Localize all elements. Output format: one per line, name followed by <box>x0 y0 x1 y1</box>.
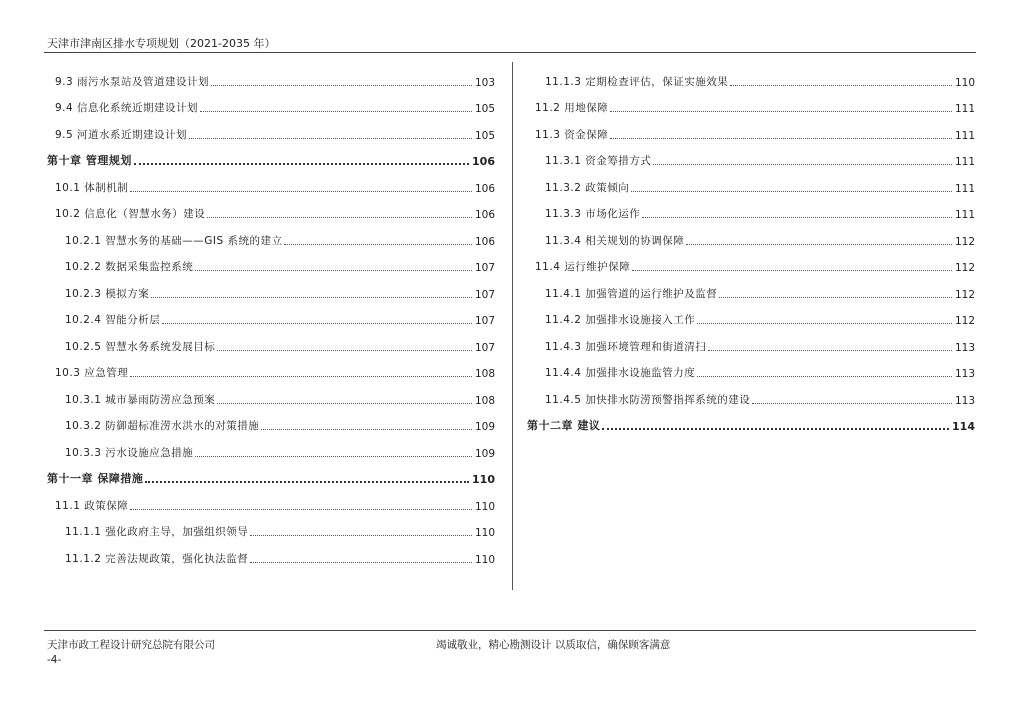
toc-entry-label: 10.2.4 智能分析层 <box>65 314 161 326</box>
toc-entry-label: 10.2 信息化（智慧水务）建设 <box>55 208 206 220</box>
toc-leader-dots <box>200 111 472 112</box>
toc-entry-label: 11.3 资金保障 <box>535 128 609 141</box>
toc-entry-page: 114 <box>952 420 975 433</box>
toc-leader-dots <box>686 244 952 245</box>
toc-entry-page: 107 <box>474 315 495 327</box>
toc-entry-page: 112 <box>954 262 975 274</box>
toc-leader-dots <box>653 164 952 165</box>
toc-entry-label: 10.3.3 污水设施应急措施 <box>65 446 194 459</box>
toc-entry-page: 111 <box>954 209 975 221</box>
toc-entry-label: 10.3.2 防御超标准涝水洪水的对策措施 <box>65 420 260 432</box>
toc-entry-page: 112 <box>954 235 975 248</box>
toc-entry-page: 110 <box>474 527 495 539</box>
toc-entry[interactable] <box>47 221 495 248</box>
toc-entry-page: 113 <box>954 394 975 407</box>
footer-company: 天津市政工程设计研究总院有限公司 <box>47 639 215 651</box>
toc-entry-label: 11.1.3 定期检查评估，保证实施效果 <box>545 75 729 88</box>
toc-entry-page: 106 <box>474 182 495 195</box>
toc-entry-page: 112 <box>954 315 975 327</box>
toc-entry[interactable] <box>527 327 975 354</box>
toc-entry[interactable] <box>527 380 975 407</box>
toc-entry[interactable] <box>527 62 975 89</box>
toc-entry-page: 107 <box>474 288 495 301</box>
toc-leader-dots <box>130 191 472 192</box>
footer-rule <box>44 630 976 631</box>
toc-chapter-entry[interactable] <box>47 460 495 487</box>
toc-entry-page: 105 <box>474 103 495 115</box>
toc-entry-page: 108 <box>474 394 495 407</box>
toc-entry-label: 第十章 管理规划 <box>47 154 132 167</box>
toc-entry-label: 11.1.2 完善法规政策，强化执法监督 <box>65 552 249 565</box>
toc-entry-label: 11.4.4 加强排水设施监管力度 <box>545 367 696 379</box>
column-divider <box>512 62 513 590</box>
toc-leader-dots <box>284 244 471 245</box>
toc-entry[interactable] <box>527 221 975 248</box>
page-number: -4- <box>47 654 62 666</box>
toc-entry-page: 110 <box>474 553 495 566</box>
toc-entry-page: 103 <box>474 76 495 89</box>
toc-entry-label: 11.1.1 强化政府主导，加强组织领导 <box>65 526 249 538</box>
toc-entry-label: 10.2.5 智慧水务系统发展目标 <box>65 340 216 353</box>
toc-entry-page: 107 <box>474 262 495 274</box>
toc-entry[interactable] <box>47 354 495 381</box>
toc-entry-page: 111 <box>954 129 975 142</box>
toc-entry-label: 11.4.5 加快排水防涝预警指挥系统的建设 <box>545 393 751 406</box>
toc-entry-label: 10.1 体制机制 <box>55 181 129 194</box>
toc-entry-page: 109 <box>474 447 495 460</box>
toc-entry[interactable] <box>47 301 495 328</box>
toc-entry-label: 11.4.3 加强环境管理和街道清扫 <box>545 340 707 353</box>
toc-entry-page: 112 <box>954 288 975 301</box>
toc-entry-page: 111 <box>954 103 975 115</box>
toc-entry[interactable] <box>527 354 975 381</box>
toc-entry[interactable] <box>527 248 975 275</box>
toc-entry[interactable] <box>47 115 495 142</box>
toc-entry[interactable] <box>527 301 975 328</box>
toc-entry-label: 11.1 政策保障 <box>55 499 129 512</box>
toc-leader-dots <box>697 323 952 324</box>
toc-entry-label: 9.5 河道水系近期建设计划 <box>55 128 188 141</box>
footer-slogan: 竭诚敬业，精心勘测设计 以质取信，确保顾客满意 <box>436 639 671 651</box>
toc-entry-label: 9.3 雨污水泵站及管道建设计划 <box>55 75 210 88</box>
toc-leader-dots <box>708 350 952 351</box>
toc-leader-dots <box>610 111 952 112</box>
toc-entry[interactable] <box>47 407 495 434</box>
toc-entry-label: 第十一章 保障措施 <box>47 472 144 485</box>
toc-entry[interactable] <box>47 513 495 540</box>
toc-leader-dots <box>697 376 952 377</box>
toc-leader-dots <box>195 270 472 271</box>
toc-leader-dots <box>211 85 472 86</box>
toc-leader-dots <box>610 138 952 139</box>
toc-entry-label: 11.4.1 加强管道的运行维护及监督 <box>545 287 718 300</box>
toc-entry-label: 11.4 运行维护保障 <box>535 261 631 273</box>
toc-entry[interactable] <box>527 89 975 116</box>
toc-entry-label: 第十二章 建议 <box>527 419 601 432</box>
toc-entry-label: 10.2.2 数据采集监控系统 <box>65 261 194 273</box>
toc-entry[interactable] <box>47 248 495 275</box>
toc-entry-page: 110 <box>954 76 975 89</box>
toc-leader-dots <box>752 403 952 404</box>
toc-entry-page: 111 <box>954 156 975 168</box>
toc-leader-dots <box>217 403 472 404</box>
toc-entry-page: 105 <box>474 129 495 142</box>
toc-entry-page: 108 <box>474 368 495 380</box>
toc-leader-dots <box>250 562 472 563</box>
toc-entry[interactable] <box>527 142 975 169</box>
toc-entry[interactable] <box>47 89 495 116</box>
toc-entry-page: 113 <box>954 341 975 354</box>
toc-leader-dots <box>145 481 469 483</box>
toc-leader-dots <box>631 191 952 192</box>
toc-entry-label: 11.3.2 政策倾向 <box>545 181 630 194</box>
toc-entry[interactable] <box>527 195 975 222</box>
toc-leader-dots <box>250 535 472 536</box>
toc-entry-label: 10.3 应急管理 <box>55 367 129 379</box>
toc-entry[interactable] <box>47 539 495 566</box>
toc-leader-dots <box>130 509 472 510</box>
toc-chapter-entry[interactable] <box>47 142 495 169</box>
toc-leader-dots <box>730 85 952 86</box>
toc-entry-page: 109 <box>474 421 495 433</box>
toc-leader-dots <box>134 163 469 165</box>
toc-entry-label: 10.3.1 城市暴雨防涝应急预案 <box>65 393 216 406</box>
toc-entry[interactable] <box>47 168 495 195</box>
toc-chapter-entry[interactable] <box>527 407 975 434</box>
toc-leader-dots <box>195 456 472 457</box>
toc-entry[interactable] <box>527 168 975 195</box>
toc-entry[interactable] <box>47 486 495 513</box>
toc-entry-label: 10.2.1 智慧水务的基础——GIS 系统的建立 <box>65 234 283 247</box>
toc-entry[interactable] <box>47 62 495 89</box>
toc-entry[interactable] <box>47 274 495 301</box>
toc-leader-dots <box>632 270 952 271</box>
toc-entry-label: 11.3.3 市场化运作 <box>545 208 641 220</box>
toc-entry-page: 110 <box>474 500 495 513</box>
toc-leader-dots <box>261 429 472 430</box>
toc-entry-label: 11.3.4 相关规划的协调保障 <box>545 234 685 247</box>
toc-entry[interactable] <box>527 274 975 301</box>
toc-entry-page: 111 <box>954 182 975 195</box>
toc-entry-page: 106 <box>472 155 495 168</box>
toc-entry[interactable] <box>47 195 495 222</box>
toc-leader-dots <box>642 217 952 218</box>
toc-entry-label: 11.3.1 资金筹措方式 <box>545 155 652 167</box>
toc-right-column <box>527 62 975 433</box>
toc-entry-page: 106 <box>474 209 495 221</box>
toc-entry-label: 10.2.3 模拟方案 <box>65 287 150 300</box>
toc-leader-dots <box>162 323 472 324</box>
toc-entry[interactable] <box>47 433 495 460</box>
toc-entry-page: 110 <box>472 473 495 486</box>
toc-entry[interactable] <box>527 115 975 142</box>
toc-entry-label: 9.4 信息化系统近期建设计划 <box>55 102 199 114</box>
toc-entry[interactable] <box>47 327 495 354</box>
document-header-title: 天津市津南区排水专项规划（2021-2035 年） <box>47 37 276 50</box>
toc-leader-dots <box>207 217 472 218</box>
toc-leader-dots <box>130 376 472 377</box>
toc-leader-dots <box>217 350 472 351</box>
toc-leader-dots <box>719 297 952 298</box>
toc-leader-dots <box>189 138 472 139</box>
header-rule <box>44 52 976 53</box>
toc-leader-dots <box>602 428 949 430</box>
toc-entry-page: 113 <box>954 368 975 380</box>
toc-entry-page: 106 <box>474 235 495 248</box>
toc-entry[interactable] <box>47 380 495 407</box>
toc-leader-dots <box>151 297 472 298</box>
toc-left-column <box>47 62 495 566</box>
toc-entry-label: 11.2 用地保障 <box>535 102 609 114</box>
toc-entry-label: 11.4.2 加强排水设施接入工作 <box>545 314 696 326</box>
toc-entry-page: 107 <box>474 341 495 354</box>
